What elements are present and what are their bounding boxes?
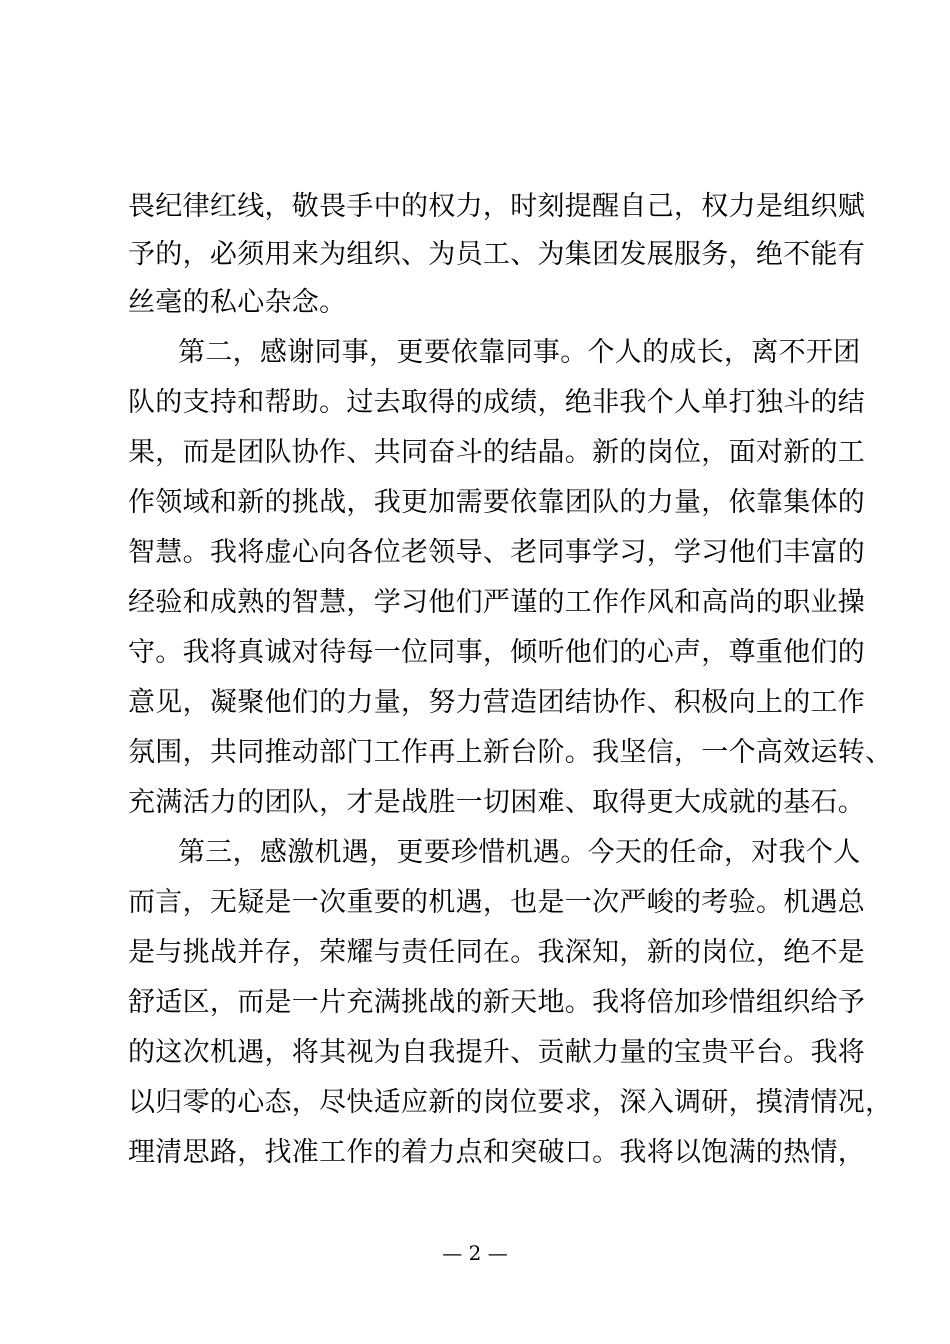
- text-line-5: 队的支持和帮助。过去取得的成绩，绝非我个人单打独斗的结: [128, 387, 866, 418]
- text-line-17: 舒适区，而是一片充满挑战的新天地。我将倍加珍惜组织给予: [128, 987, 866, 1018]
- text-line-8: 智慧。我将虚心向各位老领导、老同事学习，学习他们丰富的: [128, 537, 866, 568]
- text-line-20: 理清思路，找准工作的着力点和突破口。我将以饱满的热情，: [128, 1137, 866, 1168]
- text-line-6: 果，而是团队协作、共同奋斗的结晶。新的岗位，面对新的工: [128, 437, 866, 468]
- text-line-10: 守。我将真诚对待每一位同事，倾听他们的心声，尊重他们的: [128, 637, 866, 668]
- text-line-3: 丝毫的私心杂念。: [128, 287, 347, 318]
- text-line-19: 以归零的心态，尽快适应新的岗位要求，深入调研，摸清情况，: [128, 1087, 893, 1118]
- text-line-13: 充满活力的团队，才是战胜一切困难、取得更大成就的基石。: [128, 787, 866, 818]
- text-line-12: 氛围，共同推动部门工作再上新台阶。我坚信，一个高效运转、: [128, 737, 893, 768]
- text-line-7: 作领域和新的挑战，我更加需要依靠团队的力量，依靠集体的: [128, 487, 866, 518]
- paragraph-2-first-line: 第二，感谢同事，更要依靠同事。个人的成长，离不开团: [178, 337, 861, 368]
- paragraph-3-first-line: 第三，感激机遇，更要珍惜机遇。今天的任命，对我个人: [178, 837, 861, 868]
- text-line-11: 意见，凝聚他们的力量，努力营造团结协作、积极向上的工作: [128, 687, 866, 718]
- text-line-1: 畏纪律红线，敬畏手中的权力，时刻提醒自己，权力是组织赋: [128, 191, 866, 222]
- page-number: — 2 —: [442, 1241, 508, 1265]
- text-line-16: 是与挑战并存，荣耀与责任同在。我深知，新的岗位，绝不是: [128, 937, 866, 968]
- text-line-15: 而言，无疑是一次重要的机遇，也是一次严峻的考验。机遇总: [128, 887, 866, 918]
- text-line-18: 的这次机遇，将其视为自我提升、贡献力量的宝贵平台。我将: [128, 1037, 866, 1068]
- text-line-2: 予的，必须用来为组织、为员工、为集团发展服务，绝不能有: [128, 239, 866, 270]
- text-line-9: 经验和成熟的智慧，学习他们严谨的工作作风和高尚的职业操: [128, 587, 866, 618]
